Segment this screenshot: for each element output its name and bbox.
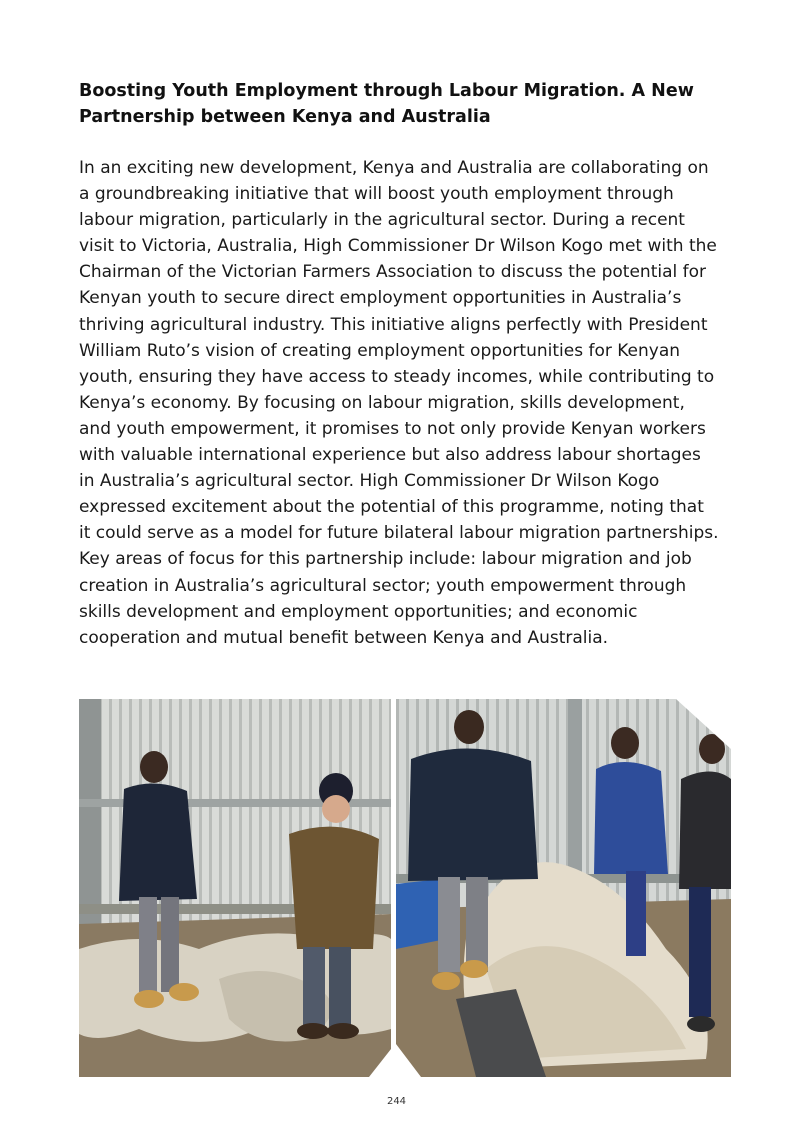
article-body: In an exciting new development, Kenya and Australia are collaborating on a groundbreaking initiative that will boost youth employment through labour migration, particularly in the agricultural sector. During a recent visit to Victoria, Australia, High Commissioner Dr Wilson Kogo met with the Chairman of the Victorian Farmers Association to discuss the potential for Kenyan youth to secure direct employment opportunities in Australia’s thriving agricultural industry. This initiative aligns perfectly with President William Ruto’s vision of creating employment opportunities for Kenyan youth, ensuring they have access to steady incomes, while contributing to Kenya’s economy. By focusing on labour migration, skills development, and youth empowerment, it promises to not only provide Kenyan workers with valuable international experience but also address labour shortages in Australia’s agricultural sector. High Commissioner Dr Wilson Kogo expressed excitement about the potential of this programme, noting that it could serve as a model for future bilateral labour migration partnerships. Key areas of focus for this partnership include: labour migration and job creation in Australia’s agricultural sector; youth empowerment through skills development and employment opportunities; and economic cooperation and mutual benefit between Kenya and Australia. <box>79 158 719 648</box>
photo-wool-inspection <box>396 699 731 1077</box>
page-number: 244 <box>386 1096 407 1107</box>
photo-meeting-in-shed <box>79 699 391 1077</box>
article-title: Boosting Youth Employment through Labour Migration. A New Partnership between Kenya and Australia <box>79 81 694 127</box>
